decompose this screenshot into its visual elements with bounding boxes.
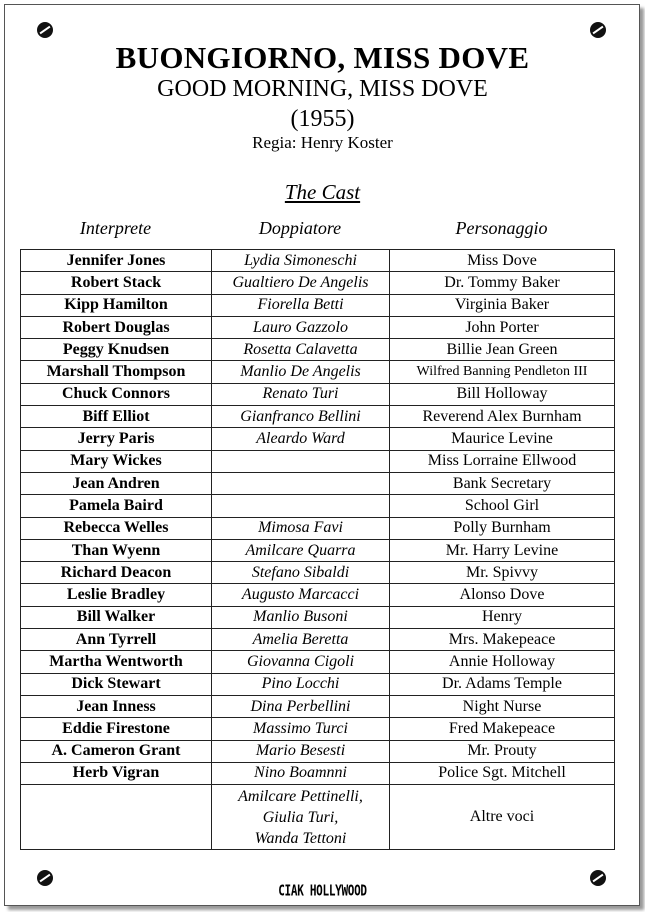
role-cell: Miss Dove xyxy=(390,250,615,272)
dubber-cell: Massimo Turci xyxy=(212,718,390,740)
dubber-cell: Gianfranco Bellini xyxy=(212,406,390,428)
role-cell: Fred Makepeace xyxy=(390,718,615,740)
actor-cell: Kipp Hamilton xyxy=(21,294,212,316)
table-row xyxy=(21,718,615,740)
role-cell: Virginia Baker xyxy=(390,294,615,316)
actor-cell: Bill Walker xyxy=(21,606,212,628)
actor-cell: Peggy Knudsen xyxy=(21,339,212,361)
role-cell: Mr. Harry Levine xyxy=(390,539,615,561)
role-cell: Police Sgt. Mitchell xyxy=(390,762,615,784)
table-row xyxy=(21,294,615,316)
actor-cell: Jean Andren xyxy=(21,472,212,494)
table-row xyxy=(21,695,615,717)
dubber-cell: Manlio Busoni xyxy=(212,606,390,628)
dubber-cell: Aleardo Ward xyxy=(212,428,390,450)
dubber-cell: Giovanna Cigoli xyxy=(212,651,390,673)
actor-cell: Chuck Connors xyxy=(21,383,212,405)
other-voices-role-cell: Altre voci xyxy=(390,785,615,850)
table-row xyxy=(21,406,615,428)
other-voice-dubber: Giulia Turi, xyxy=(262,808,339,826)
director: Regia: Henry Koster xyxy=(252,133,393,152)
table-row xyxy=(21,495,615,517)
table-row xyxy=(21,472,615,494)
table-row xyxy=(21,629,615,651)
role-cell: Bill Holloway xyxy=(390,383,615,405)
table-row xyxy=(21,316,615,338)
table-row xyxy=(21,428,615,450)
actor-cell: Than Wyenn xyxy=(21,539,212,561)
actor-cell: Jennifer Jones xyxy=(21,250,212,272)
release-year: (1955) xyxy=(290,106,355,132)
dubber-cell: Rosetta Calavetta xyxy=(212,339,390,361)
table-row xyxy=(21,651,615,673)
role-cell: Wilfred Banning Pendleton III xyxy=(390,361,615,383)
table-row xyxy=(21,517,615,539)
dubber-cell: Dina Perbellini xyxy=(212,695,390,717)
cast-table xyxy=(20,249,615,850)
role-cell: Night Nurse xyxy=(390,695,615,717)
table-row xyxy=(21,606,615,628)
actor-cell: A. Cameron Grant xyxy=(21,740,212,762)
original-title: GOOD MORNING, MISS DOVE xyxy=(157,76,488,102)
dubber-cell: Pino Locchi xyxy=(212,673,390,695)
dubber-cell: Amelia Beretta xyxy=(212,629,390,651)
actor-cell: Dick Stewart xyxy=(21,673,212,695)
screw-top-left-icon xyxy=(37,22,53,38)
actor-cell: Biff Elliot xyxy=(21,406,212,428)
dubber-cell: Manlio De Angelis xyxy=(212,361,390,383)
table-row xyxy=(21,450,615,472)
actor-cell: Marshall Thompson xyxy=(21,361,212,383)
column-header-role: Personaggio xyxy=(455,218,548,238)
actor-cell: Mary Wickes xyxy=(21,450,212,472)
dubber-cell: Lauro Gazzolo xyxy=(212,316,390,338)
role-cell: Mrs. Makepeace xyxy=(390,629,615,651)
dubber-cell: Amilcare Quarra xyxy=(212,539,390,561)
role-cell: Bank Secretary xyxy=(390,472,615,494)
role-cell: Miss Lorraine Ellwood xyxy=(390,450,615,472)
dubber-cell: Mario Besesti xyxy=(212,740,390,762)
screw-top-right-icon xyxy=(590,22,606,38)
table-row xyxy=(21,272,615,294)
actor-cell: Ann Tyrrell xyxy=(21,629,212,651)
dubber-cell xyxy=(212,472,390,494)
dubber-cell: Mimosa Favi xyxy=(212,517,390,539)
actor-cell: Richard Deacon xyxy=(21,562,212,584)
role-cell: Billie Jean Green xyxy=(390,339,615,361)
role-cell: Dr. Adams Temple xyxy=(390,673,615,695)
dubber-cell: Stefano Sibaldi xyxy=(212,562,390,584)
column-header-dubber: Doppiatore xyxy=(258,218,342,238)
dubber-cell: Lydia Simoneschi xyxy=(212,250,390,272)
column-header-actor: Interprete xyxy=(79,218,152,238)
table-row xyxy=(21,250,615,272)
table-row xyxy=(21,361,615,383)
table-row xyxy=(21,562,615,584)
role-cell: Alonso Dove xyxy=(390,584,615,606)
role-cell: Annie Holloway xyxy=(390,651,615,673)
other-voice-dubber: Amilcare Pettinelli, xyxy=(238,787,363,805)
actor-cell: Leslie Bradley xyxy=(21,584,212,606)
dubber-cell: Gualtiero De Angelis xyxy=(212,272,390,294)
actor-cell: Herb Vigran xyxy=(21,762,212,784)
other-voices-dubbers-cell xyxy=(212,785,390,850)
dubber-cell: Fiorella Betti xyxy=(212,294,390,316)
actor-cell: Jerry Paris xyxy=(21,428,212,450)
dubber-cell: Renato Turi xyxy=(212,383,390,405)
ciak-hollywood-logo: CIAK HOLLYWOOD xyxy=(278,881,367,900)
table-row xyxy=(21,740,615,762)
actor-cell: Martha Wentworth xyxy=(21,651,212,673)
dubber-cell xyxy=(212,495,390,517)
dubber-cell: Nino Boamnni xyxy=(212,762,390,784)
actor-cell: Rebecca Welles xyxy=(21,517,212,539)
role-cell: Dr. Tommy Baker xyxy=(390,272,615,294)
role-cell: Reverend Alex Burnham xyxy=(390,406,615,428)
actor-cell xyxy=(21,785,212,850)
role-cell: Mr. Spivvy xyxy=(390,562,615,584)
actor-cell: Eddie Firestone xyxy=(21,718,212,740)
actor-cell: Robert Stack xyxy=(21,272,212,294)
actor-cell: Pamela Baird xyxy=(21,495,212,517)
film-title: BUONGIORNO, MISS DOVE xyxy=(115,40,530,75)
role-cell: John Porter xyxy=(390,316,615,338)
actor-cell: Robert Douglas xyxy=(21,316,212,338)
table-row xyxy=(21,673,615,695)
role-cell: Henry xyxy=(390,606,615,628)
dubber-cell xyxy=(212,450,390,472)
table-row xyxy=(21,339,615,361)
dubber-cell: Augusto Marcacci xyxy=(212,584,390,606)
actor-cell: Jean Inness xyxy=(21,695,212,717)
table-row xyxy=(21,383,615,405)
role-cell: Mr. Prouty xyxy=(390,740,615,762)
other-voice-dubber: Wanda Tettoni xyxy=(254,829,347,847)
table-row xyxy=(21,762,615,784)
table-row xyxy=(21,539,615,561)
table-row xyxy=(21,584,615,606)
table-row-other-voices xyxy=(21,785,615,850)
role-cell: School Girl xyxy=(390,495,615,517)
role-cell: Maurice Levine xyxy=(390,428,615,450)
role-cell: Polly Burnham xyxy=(390,517,615,539)
cast-heading: The Cast xyxy=(284,180,361,204)
